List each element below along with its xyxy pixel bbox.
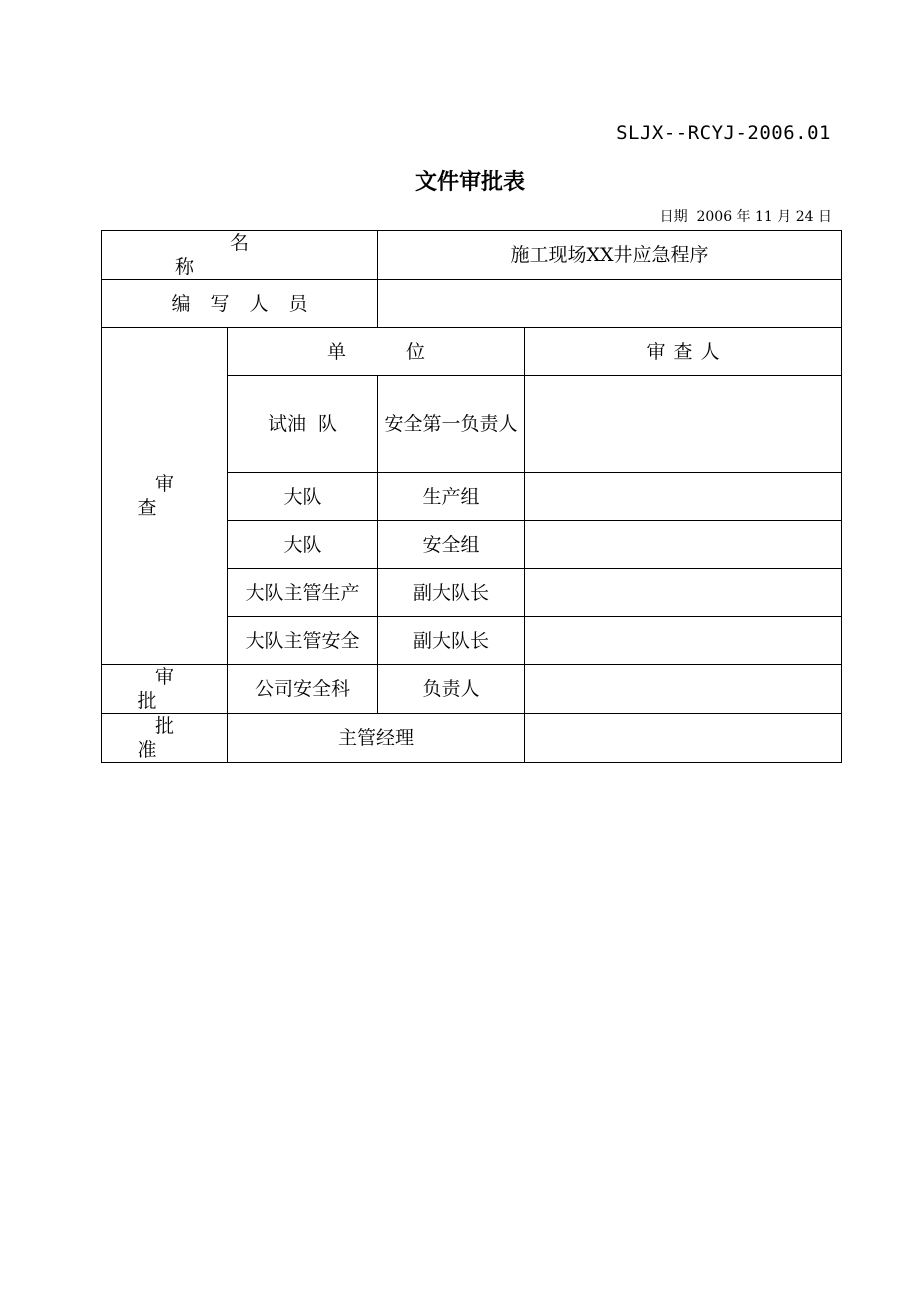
name-label-cell: [102, 231, 378, 280]
review-unit-cell: 大队主管安全: [228, 617, 378, 665]
unit-header-cell: [228, 328, 525, 376]
review-role-cell: 副大队长: [378, 569, 525, 617]
review-label-cell: [102, 328, 228, 665]
document-code: SLJX--RCYJ-2006.01: [616, 122, 831, 144]
approve-unit-cell: 公司安全科: [228, 665, 378, 714]
approve-label-cell: [102, 665, 228, 714]
review-role-cell: 安全组: [378, 521, 525, 569]
table-row-name: [102, 231, 842, 280]
review-signer-cell: [525, 521, 842, 569]
review-label: 审查: [137, 473, 209, 519]
review-signer-cell: [525, 473, 842, 521]
final-signer-cell: [525, 714, 842, 763]
review-signer-cell: [525, 617, 842, 665]
document-title: 文件审批表: [414, 170, 525, 195]
final-label: 批准: [137, 715, 209, 761]
reviewer-header: 审查人: [646, 340, 728, 363]
review-role-cell: 副大队长: [378, 617, 525, 665]
approve-role-cell: 负责人: [378, 665, 525, 714]
review-unit-cell: 大队主管生产: [228, 569, 378, 617]
review-unit-cell: 大队: [228, 473, 378, 521]
review-role-cell: [378, 376, 525, 473]
review-signer-cell: [525, 376, 842, 473]
writer-value-cell: [378, 280, 842, 328]
writer-label: 编写人员: [171, 292, 328, 315]
name-value-cell: 施工现场XX井应急程序: [378, 231, 842, 280]
review-role-cell: 生产组: [378, 473, 525, 521]
name-label: 名称: [175, 232, 360, 278]
review-unit-cell: 大队: [228, 521, 378, 569]
final-label-cell: [102, 714, 228, 763]
approve-label: 审批: [137, 666, 209, 712]
writer-label-cell: [102, 280, 378, 328]
unit-header: 单位: [327, 340, 486, 363]
review-unit-cell: 试油 队: [228, 376, 378, 473]
table-row-writer: [102, 280, 842, 328]
reviewer-header-cell: [525, 328, 842, 376]
table-row-review-header: [102, 328, 842, 376]
final-role-cell: 主管经理: [228, 714, 525, 763]
table-row-final: [102, 714, 842, 763]
review-role: 安全第一负责人: [384, 413, 518, 435]
review-signer-cell: [525, 569, 842, 617]
document-date: 日期 2006 年 11 月 24 日: [659, 209, 832, 225]
approve-signer-cell: [525, 665, 842, 714]
approval-table: [101, 230, 842, 763]
table-row-approve: [102, 665, 842, 714]
